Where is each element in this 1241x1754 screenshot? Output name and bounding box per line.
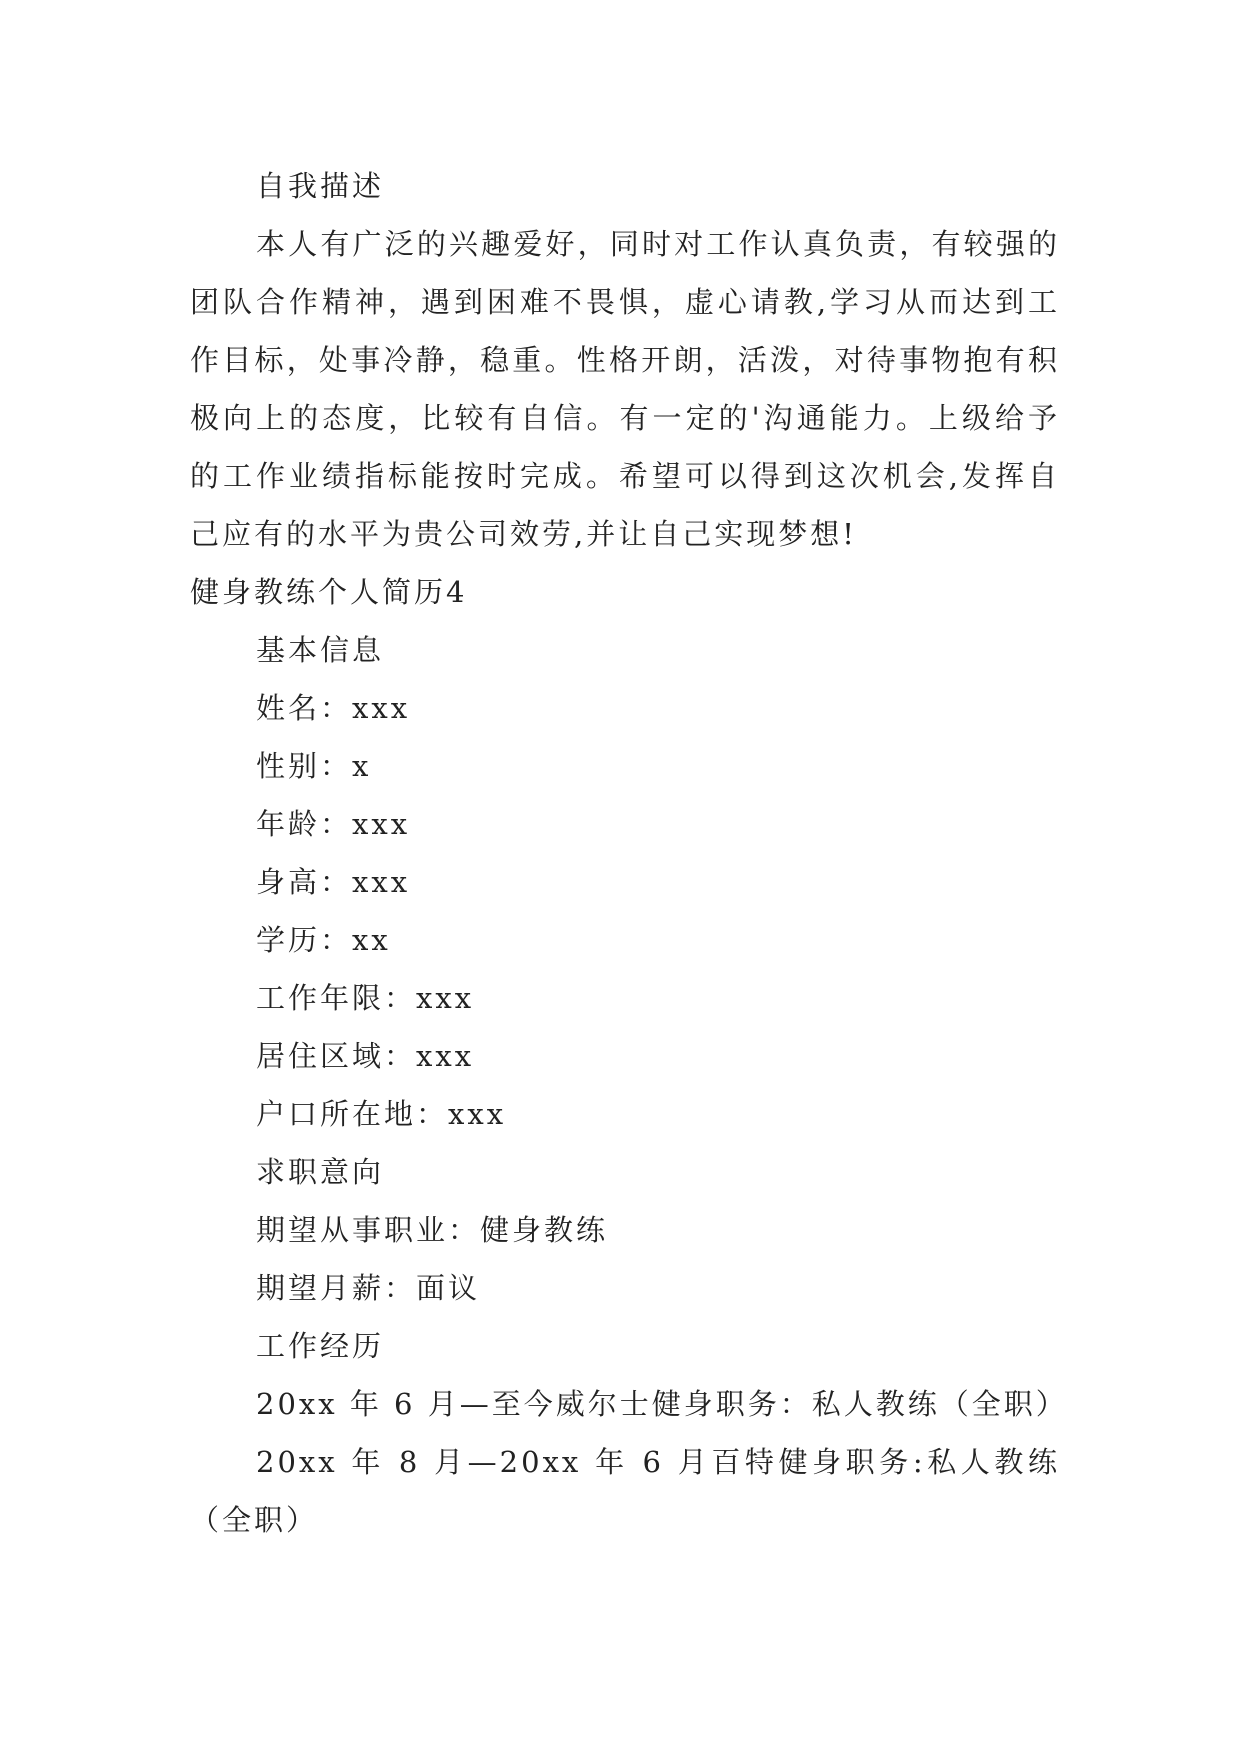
residence-field: 居住区域：xxx xyxy=(256,1039,475,1073)
self-description-paragraph: 本人有广泛的兴趣爱好，同时对工作认真负责，有较强的团队合作精神，遇到困难不畏惧，虚心请教,学习从而达到工作目标，处事冷静，稳重。性格开朗，活泼，对待事物抱有积极向上的态度，比较有自信。有一定的'沟通能力。上级给予的工作业绩指标能按时完成。希望可以得到这次机会,发挥自己应有的水平为贵公司效劳,并让自己实现梦想! xyxy=(190,227,1060,551)
desired-salary-field: 期望月薪：面议 xyxy=(256,1271,481,1305)
resume-title: 健身教练个人简历4 xyxy=(190,575,468,609)
education-field: 学历：xx xyxy=(256,923,391,957)
basic-info-heading: 基本信息 xyxy=(256,633,385,667)
job-intention-heading: 求职意向 xyxy=(256,1155,385,1189)
work-experience-entry: 20xx 年 8 月—20xx 年 6 月百特健身职务:私人教练（全职） xyxy=(190,1445,1060,1537)
hukou-field: 户口所在地：xxx xyxy=(256,1097,507,1131)
gender-field: 性别：x xyxy=(256,749,372,783)
desired-job-field: 期望从事职业：健身教练 xyxy=(256,1213,609,1247)
document-body xyxy=(190,157,1068,1549)
age-field: 年龄：xxx xyxy=(256,807,411,841)
self-description-heading: 自我描述 xyxy=(256,169,385,203)
work-experience-heading: 工作经历 xyxy=(256,1329,385,1363)
name-field: 姓名：xxx xyxy=(256,691,411,725)
height-field: 身高：xxx xyxy=(256,865,411,899)
work-years-field: 工作年限：xxx xyxy=(256,981,475,1015)
work-experience-entry: 20xx 年 6 月—至今威尔士健身职务：私人教练（全职） xyxy=(256,1387,1068,1421)
